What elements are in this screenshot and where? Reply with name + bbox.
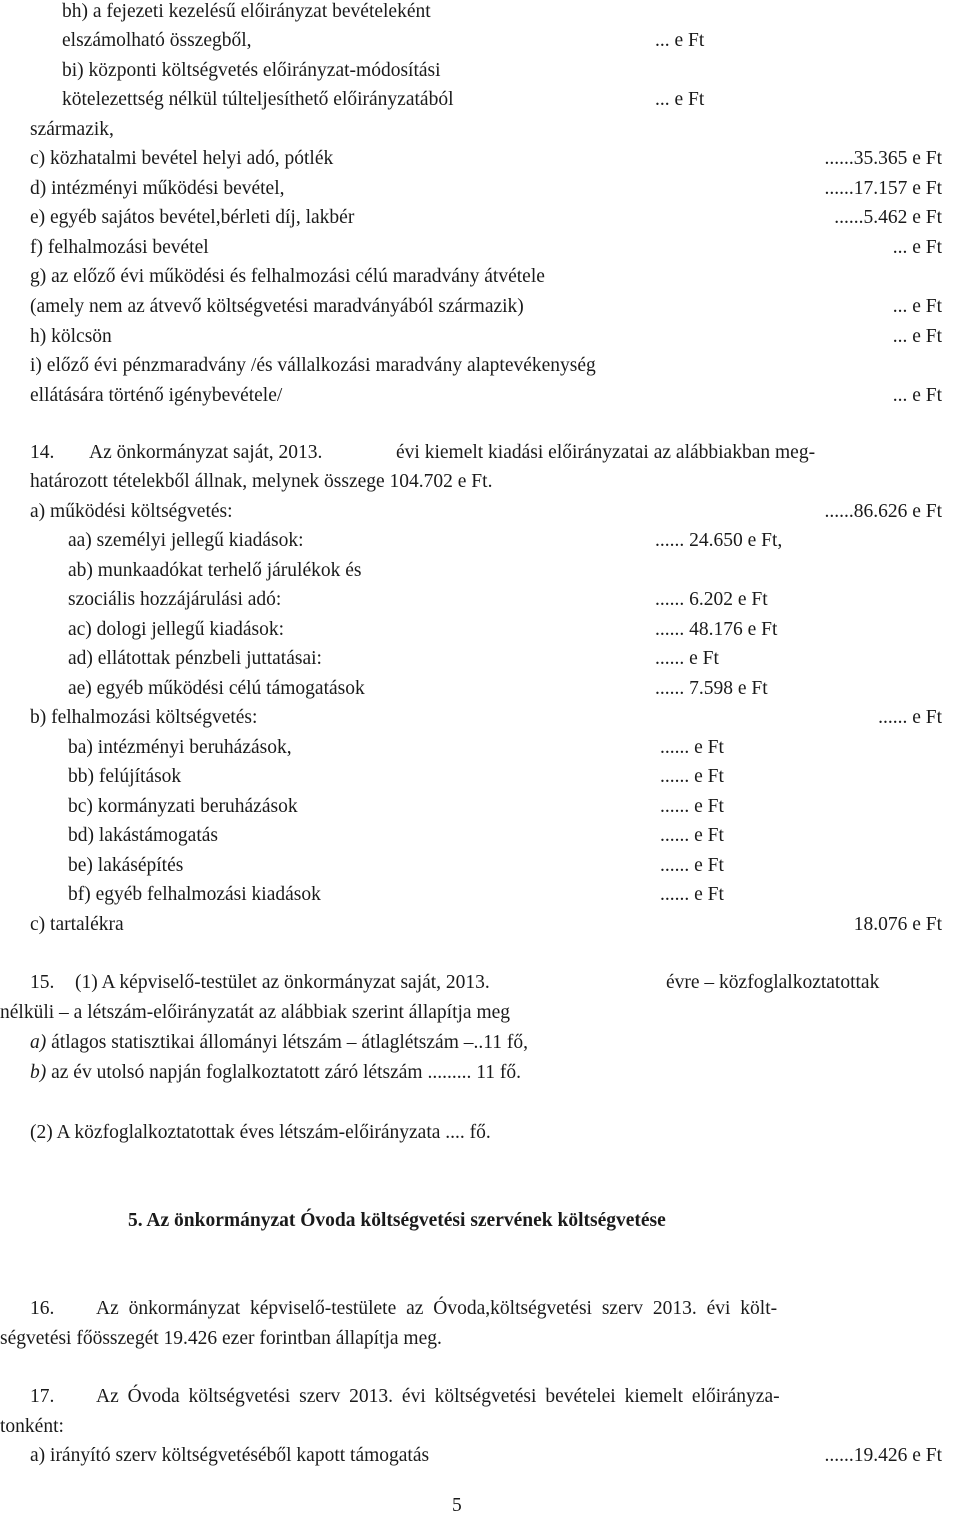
s14-bd: bd) lakástámogatás bbox=[68, 825, 218, 846]
s15-item-b-text: az év utolsó napján foglalkoztatott záró létszám ......... 11 fő. bbox=[46, 1062, 521, 1083]
rev-c: c) közhatalmi bevétel helyi adó, pótlék bbox=[30, 148, 334, 169]
s17-number: 17. bbox=[30, 1386, 55, 1407]
s14-bf-value: ...... e Ft bbox=[660, 884, 724, 905]
s14-ba-value: ...... e Ft bbox=[660, 737, 724, 758]
page-number: 5 bbox=[452, 1495, 462, 1516]
rev-bh-value: ... e Ft bbox=[655, 30, 705, 51]
s14-be: be) lakásépítés bbox=[68, 855, 184, 876]
s15-number: 15. bbox=[30, 972, 55, 993]
s14-a: a) működési költségvetés: bbox=[30, 501, 233, 522]
rev-i-line2: ellátására történő igénybevétele/ bbox=[30, 385, 283, 406]
s14-number: 14. bbox=[30, 442, 55, 463]
s15-item-b-label: b) bbox=[30, 1062, 47, 1083]
s15-paragraph-2: (2) A közfoglalkoztatottak éves létszám-előirányzata .... fő. bbox=[30, 1122, 491, 1143]
s14-ad-value: ...... e Ft bbox=[655, 648, 719, 669]
rev-h: h) kölcsön bbox=[30, 326, 112, 347]
s14-ad: ad) ellátottak pénzbeli juttatásai: bbox=[68, 648, 322, 669]
s14-ae-value: ...... 7.598 e Ft bbox=[655, 678, 768, 699]
s14-ab-line2: szociális hozzájárulási adó: bbox=[68, 589, 282, 610]
s14-c: c) tartalékra bbox=[30, 914, 124, 935]
s14-a-value: ......86.626 e Ft bbox=[824, 501, 942, 522]
s16-number: 16. bbox=[30, 1298, 55, 1319]
rev-g-line2: (amely nem az átvevő költségvetési maradványából származik) bbox=[30, 296, 524, 317]
rev-d-value: ......17.157 e Ft bbox=[824, 178, 942, 199]
rev-e-value: ......5.462 e Ft bbox=[834, 207, 942, 228]
rev-bi-line1: bi) központi költségvetés előirányzat-módosítási bbox=[62, 60, 441, 81]
rev-c-value: ......35.365 e Ft bbox=[824, 148, 942, 169]
rev-bi-line2: kötelezettség nélkül túlteljesíthető előirányzatából bbox=[62, 89, 454, 110]
s14-ac-value: ...... 48.176 e Ft bbox=[655, 619, 778, 640]
rev-bi-value: ... e Ft bbox=[655, 89, 705, 110]
s15-line1-b: évre – közfoglalkoztatottak bbox=[666, 972, 880, 993]
s14-bd-value: ...... e Ft bbox=[660, 825, 724, 846]
rev-i-value: ... e Ft bbox=[892, 385, 942, 406]
rev-g-value: ... e Ft bbox=[892, 296, 942, 317]
s17-a-value: ......19.426 e Ft bbox=[824, 1445, 942, 1466]
s14-ab-line1: ab) munkaadókat terhelő járulékok és bbox=[68, 560, 362, 581]
s14-aa-value: ...... 24.650 e Ft, bbox=[655, 530, 783, 551]
s14-bb: bb) felújítások bbox=[68, 766, 182, 787]
s16-line1: Az önkormányzat képviselő-testülete az Óvoda,költségvetési szerv 2013. évi költ- bbox=[96, 1298, 778, 1319]
s15-line2: nélküli – a létszám-előirányzatát az alábbiak szerint állapítja meg bbox=[0, 1002, 511, 1023]
s15-item-a-text: átlagos statisztikai állományi létszám – átlaglétszám –..11 fő, bbox=[46, 1032, 529, 1053]
rev-bi-line3: származik, bbox=[30, 119, 114, 140]
s15-line1-a: (1) A képviselő-testület az önkormányzat saját, 2013. bbox=[75, 972, 490, 993]
rev-h-value: ... e Ft bbox=[892, 326, 942, 347]
s14-ab-value: ...... 6.202 e Ft bbox=[655, 589, 768, 610]
rev-bh-line2: elszámolható összegből, bbox=[62, 30, 252, 51]
s15-item-a bbox=[30, 1031, 528, 1055]
rev-bh-line1: bh) a fejezeti kezelésű előirányzat bevételeként bbox=[62, 1, 431, 22]
rev-d: d) intézményi működési bevétel, bbox=[30, 178, 285, 199]
s14-line1-b: évi kiemelt kiadási előirányzatai az alábbiakban meg- bbox=[396, 442, 816, 463]
s15-item-a-label: a) bbox=[30, 1032, 47, 1053]
s14-bc-value: ...... e Ft bbox=[660, 796, 724, 817]
s17-line1: Az Óvoda költségvetési szerv 2013. évi költségvetési bevételei kiemelt előirányza- bbox=[96, 1386, 780, 1407]
s15-item-b bbox=[30, 1061, 521, 1085]
rev-e: e) egyéb sajátos bevétel,bérleti díj, lakbér bbox=[30, 207, 355, 228]
s14-b-value: ...... e Ft bbox=[878, 707, 942, 728]
s14-bb-value: ...... e Ft bbox=[660, 766, 724, 787]
rev-g-line1: g) az előző évi működési és felhalmozási célú maradvány átvétele bbox=[30, 266, 545, 287]
s14-line2: határozott tételekből állnak, melynek összege 104.702 e Ft. bbox=[30, 471, 493, 492]
s16-line2: ségvetési főösszegét 19.426 ezer forintban állapítja meg. bbox=[0, 1328, 442, 1349]
s14-ba: ba) intézményi beruházások, bbox=[68, 737, 292, 758]
s14-b: b) felhalmozási költségvetés: bbox=[30, 707, 258, 728]
rev-f-value: ... e Ft bbox=[892, 237, 942, 258]
rev-f: f) felhalmozási bevétel bbox=[30, 237, 209, 258]
s14-ae: ae) egyéb működési célú támogatások bbox=[68, 678, 365, 699]
s14-ac: ac) dologi jellegű kiadások: bbox=[68, 619, 285, 640]
s14-aa: aa) személyi jellegű kiadások: bbox=[68, 530, 304, 551]
s14-line1-a: Az önkormányzat saját, 2013. bbox=[89, 442, 323, 463]
section-heading-5: 5. Az önkormányzat Óvoda költségvetési szervének költségvetése bbox=[128, 1210, 666, 1231]
s17-line2: tonként: bbox=[0, 1416, 64, 1437]
rev-i-line1: i) előző évi pénzmaradvány /és vállalkozási maradvány alaptevékenység bbox=[30, 355, 596, 376]
s14-c-value: 18.076 e Ft bbox=[853, 914, 942, 935]
s14-be-value: ...... e Ft bbox=[660, 855, 724, 876]
s14-bf: bf) egyéb felhalmozási kiadások bbox=[68, 884, 321, 905]
s17-a: a) irányító szerv költségvetéséből kapott támogatás bbox=[30, 1445, 430, 1466]
s14-bc: bc) kormányzati beruházások bbox=[68, 796, 298, 817]
